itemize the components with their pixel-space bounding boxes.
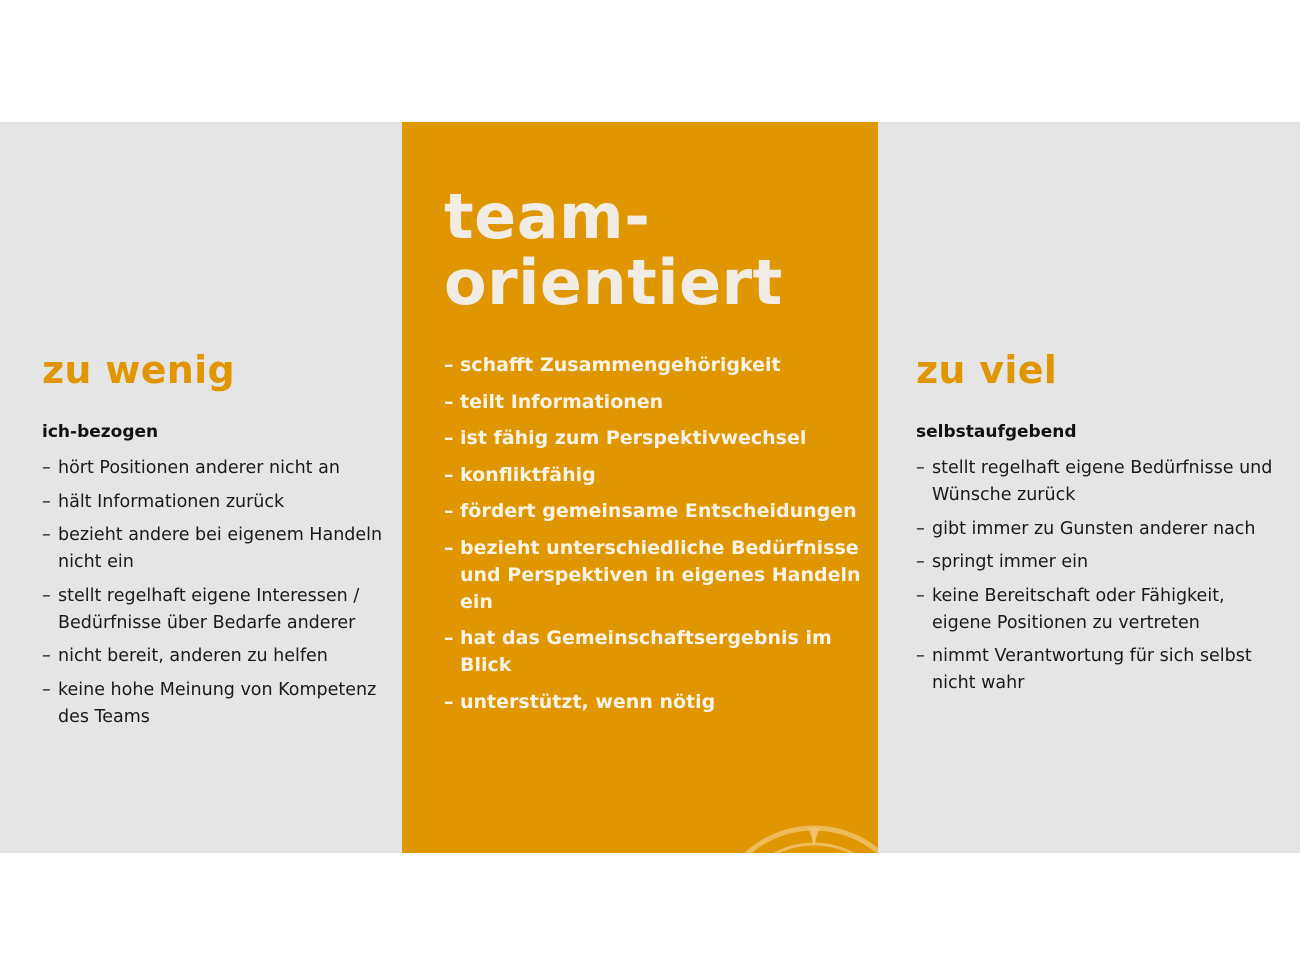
list-item: – schafft Zusammengehörigkeit: [444, 352, 864, 379]
list-item: – teilt Informationen: [444, 389, 864, 416]
dash-marker: –: [444, 536, 454, 559]
list-item: – gibt immer zu Gunsten anderer nach: [916, 516, 1286, 543]
team-oriented-title: [444, 180, 783, 319]
dash-marker: –: [42, 458, 51, 478]
dash-marker: –: [42, 679, 51, 700]
dash-marker: –: [916, 585, 925, 606]
list-item: – konfliktfähig: [444, 462, 864, 489]
column-too-much: [878, 122, 1300, 853]
dash-marker: –: [42, 646, 51, 666]
dash-marker: –: [444, 427, 454, 449]
list-item: – ist fähig zum Perspektivwechsel: [444, 425, 864, 452]
dash-marker: –: [444, 390, 454, 413]
dash-marker: –: [42, 585, 51, 606]
list-item: – keine Bereitschaft oder Fähigkeit, eigene Positionen zu vertreten: [916, 583, 1286, 637]
list-item: – hört Positionen anderer nicht an: [42, 455, 387, 482]
list-item: – nimmt Verantwortung für sich selbst nicht wahr: [916, 643, 1286, 697]
list-item: – fördert gemeinsame Entscheidungen: [444, 498, 864, 525]
dash-marker: –: [444, 500, 454, 522]
too-little-list: [42, 455, 387, 737]
dash-marker: –: [444, 463, 454, 486]
too-much-list: [916, 455, 1286, 704]
dash-marker: –: [916, 518, 925, 539]
list-item: – stellt regelhaft eigene Bedürfnisse und Wünsche zurück: [916, 455, 1286, 509]
title-line-1: team-: [444, 180, 651, 253]
column-team-oriented: [402, 122, 878, 853]
list-item: – stellt regelhaft eigene Interessen / Bedürfnisse über Bedarfe anderer: [42, 583, 387, 637]
team-oriented-list: [444, 352, 864, 725]
dash-marker: –: [916, 552, 925, 572]
list-item: – bezieht unterschiedliche Bedürfnisse und Perspektiven in eigenes Handeln ein: [444, 536, 861, 613]
list-item: – hat das Gemeinschaftsergebnis im Blick: [444, 627, 832, 676]
dash-marker: –: [42, 525, 51, 545]
list-item: – springt immer ein: [916, 549, 1286, 576]
compass-icon: [722, 798, 878, 853]
column-too-little: [0, 122, 402, 853]
too-much-title: zu viel: [916, 348, 1058, 392]
list-item: – hält Informationen zurück: [42, 489, 387, 516]
dash-marker: –: [444, 690, 454, 713]
dash-marker: –: [42, 491, 51, 512]
dash-marker: –: [916, 646, 925, 666]
list-item: – bezieht andere bei eigenem Handeln nicht ein: [42, 522, 387, 576]
dash-marker: –: [916, 458, 925, 478]
list-item: – keine hohe Meinung von Kompetenz des Teams: [42, 677, 387, 731]
too-little-title: zu wenig: [42, 348, 235, 392]
list-item: – nicht bereit, anderen zu helfen: [42, 643, 387, 670]
too-little-subtitle: ich-bezogen: [42, 422, 159, 442]
dash-marker: –: [444, 627, 454, 649]
title-line-2: orientiert: [444, 246, 783, 319]
too-much-subtitle: selbstaufgebend: [916, 422, 1077, 442]
dash-marker: –: [444, 354, 454, 376]
list-item: – unterstützt, wenn nötig: [444, 689, 864, 716]
